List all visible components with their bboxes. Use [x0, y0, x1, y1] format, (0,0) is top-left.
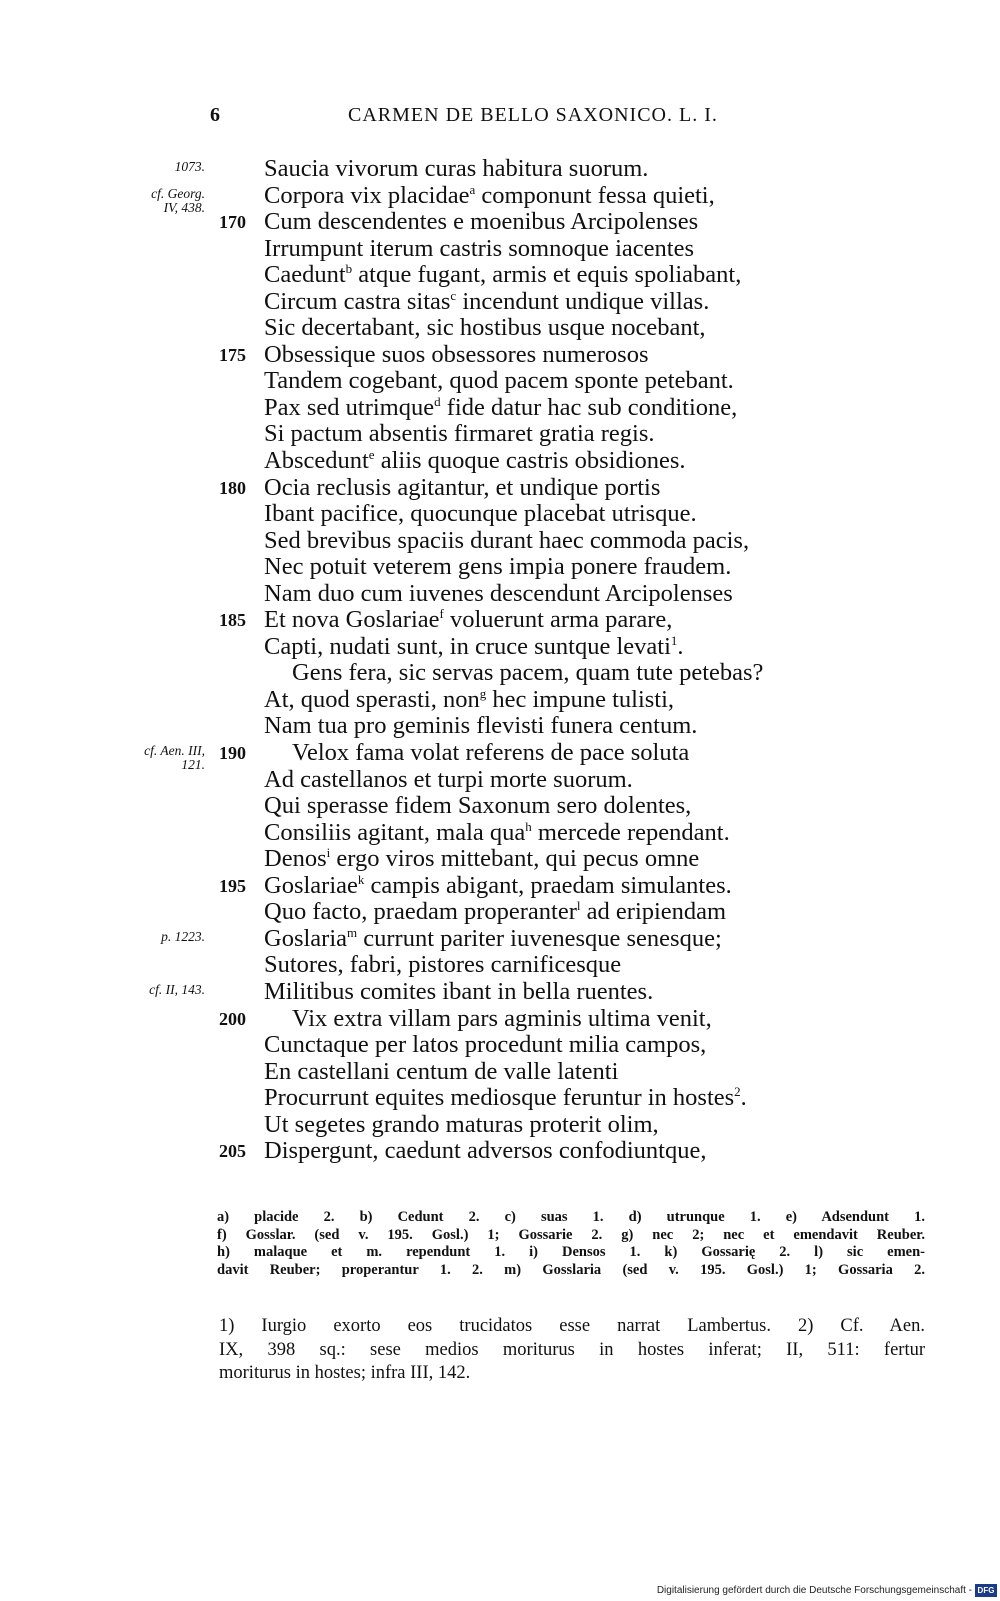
verse-text: Cum descendentes e moenibus Arcipolenses	[264, 208, 699, 236]
verse-number: 175	[219, 344, 246, 365]
verse-line	[0, 1059, 1000, 1086]
verse-number: 205	[219, 1141, 246, 1162]
footnote-marker: a	[469, 181, 476, 197]
verse-text: Ibant pacifice, quocunque placebat utrisque.	[264, 500, 697, 528]
verse-text: Caedunt$^b$ atque fugant, armis et equis spoliabant,	[264, 261, 742, 289]
digitization-credit: Digitalisierung gefördert durch die Deutsche Forschungsgemeinschaft -	[656, 1585, 972, 1596]
verse-number: 190	[219, 743, 246, 764]
apparatus-line: h) malaque et m. rependunt 1. i) Densos 1. k) Gossarię 2. l) sic emen-	[217, 1244, 925, 1260]
verse-line	[0, 501, 1000, 528]
footnote-marker: 2	[734, 1084, 741, 1100]
verse-text: En castellani centum de valle latenti	[264, 1057, 619, 1085]
verse-line	[0, 368, 1000, 395]
verse-text: Gens fera, sic servas pacem, quam tute petebas?	[292, 659, 764, 687]
verse-line	[0, 209, 1000, 236]
verse-line	[0, 979, 1000, 1006]
critical-apparatus	[217, 1209, 925, 1279]
verse-text: Ut segetes grando maturas proterit olim,	[264, 1110, 659, 1138]
verse-line	[0, 739, 1000, 773]
verse-text: Vix extra villam pars agminis ultima venit,	[292, 1004, 712, 1032]
footnote-marker: l	[576, 898, 581, 914]
verse-text: Sed brevibus spaciis durant haec commoda pacis,	[264, 526, 750, 554]
verse-line	[0, 475, 1000, 502]
margin-reference: p. 1223.	[161, 928, 205, 944]
verse-line	[0, 1032, 1000, 1059]
page-number: 6	[210, 104, 220, 126]
verse-line	[0, 1138, 1000, 1165]
verse-line	[0, 342, 1000, 369]
verse-number: 200	[219, 1008, 246, 1029]
verse-number: 180	[219, 477, 246, 498]
verse-text: Goslaria$^m$ currunt pariter iuvenesque senesque;	[264, 924, 722, 952]
verse-text: Cunctaque per latos procedunt milia campos,	[264, 1031, 707, 1059]
verse-line	[0, 448, 1000, 475]
verse-text: Capti, nudati sunt, in cruce suntque levati$^1$.	[264, 632, 684, 660]
verse-line	[0, 528, 1000, 555]
verse-number: 185	[219, 610, 246, 631]
verse-line	[0, 767, 1000, 794]
footnote-marker: f	[439, 606, 444, 622]
verse-line	[0, 952, 1000, 979]
verse-text: Consiliis agitant, mala qua$^h$ mercede rependant.	[264, 818, 730, 846]
commentary-line: moriturus in hostes; infra III, 142.	[219, 1363, 471, 1383]
verse-line	[0, 581, 1000, 608]
apparatus-line: a) placide 2. b) Cedunt 2. c) suas 1. d) utrunque 1. e) Adsendunt 1.	[217, 1209, 925, 1225]
verse-line	[0, 820, 1000, 847]
verse-line	[0, 554, 1000, 581]
verse-text: Nam tua pro geminis flevisti funera centum.	[264, 712, 698, 740]
footnote-marker: 1	[670, 632, 678, 648]
dfg-logo: DFG	[975, 1584, 997, 1597]
margin-reference: cf. Aen. III, 121.	[144, 743, 205, 773]
verse-text: Goslariae$^k$ campis abigant, praedam simulantes.	[264, 871, 732, 899]
margin-reference: cf. Georg. IV, 438.	[151, 185, 205, 215]
verse-text: Irrumpunt iterum castris somnoque iacentes	[264, 234, 694, 262]
footnote-marker: c	[450, 287, 457, 303]
verse-text: Si pactum absentis firmaret gratia regis.	[264, 420, 655, 448]
verse-text: Sutores, fabri, pistores carnificesque	[264, 951, 622, 979]
verse-number: 170	[219, 212, 246, 233]
commentary-line: 1) Iurgio exorto eos trucidatos esse narrat Lambertus. 2) Cf. Aen.	[219, 1316, 925, 1336]
verse-line	[0, 315, 1000, 342]
verse-block	[0, 156, 1000, 1165]
verse-text: Tandem cogebant, quod pacem sponte petebant.	[264, 367, 734, 395]
verse-text: Abscedunt$^e$ aliis quoque castris obsidiones.	[264, 447, 686, 475]
apparatus-line: davit Reuber; properantur 1. 2. m) Gosslaria (sed v. 195. Gosl.) 1; Gossaria 2.	[217, 1261, 925, 1278]
footnote-marker: g	[479, 685, 487, 701]
verse-text: Militibus comites ibant in bella ruentes.	[264, 977, 654, 1005]
margin-reference: cf. II, 143.	[149, 981, 205, 997]
verse-line	[0, 289, 1000, 316]
verse-text: Ad castellanos et turpi morte suorum.	[264, 765, 633, 793]
verse-text: Obsessique suos obsessores numerosos	[264, 340, 649, 368]
footnote-marker: e	[368, 447, 375, 463]
verse-line	[0, 156, 1000, 183]
verse-text: Denos$^i$ ergo viros mittebant, qui pecus omne	[264, 845, 700, 873]
margin-reference: 1073.	[174, 159, 205, 174]
verse-text: Qui sperasse fidem Saxonum sero dolentes,	[264, 792, 692, 820]
verse-text: Sic decertabant, sic hostibus usque nocebant,	[264, 314, 706, 342]
footnote-marker: d	[434, 393, 441, 409]
footnote-marker: i	[326, 845, 331, 861]
verse-text: Velox fama volat referens de pace soluta	[292, 739, 690, 767]
verse-line	[0, 181, 1000, 215]
verse-line	[0, 1006, 1000, 1033]
running-title: CARMEN DE BELLO SAXONICO. L. I.	[348, 104, 718, 126]
verse-text: At, quod sperasti, non$^g$ hec impune tulisti,	[264, 685, 675, 713]
verse-line	[0, 236, 1000, 263]
verse-text: Circum castra sitas$^c$ incendunt undique villas.	[264, 287, 710, 315]
verse-text: Ocia reclusis agitantur, et undique portis	[264, 473, 661, 501]
verse-line	[0, 607, 1000, 634]
verse-line	[0, 421, 1000, 448]
verse-line	[0, 634, 1000, 661]
verse-text: Nam duo cum iuvenes descendunt Arcipolenses	[264, 579, 733, 607]
footnote-marker: h	[525, 818, 532, 834]
footnote-marker: b	[345, 261, 353, 277]
verse-text: Quo facto, praedam properanter$^l$ ad eripiendam	[264, 898, 727, 926]
verse-text: Procurrunt equites mediosque feruntur in hostes$^2$.	[264, 1084, 747, 1112]
verse-line	[0, 899, 1000, 926]
verse-text: Nec potuit veterem gens impia ponere fraudem.	[264, 553, 732, 581]
footnote-marker: m	[347, 924, 358, 940]
verse-line	[0, 395, 1000, 422]
footnote-marker: k	[357, 871, 365, 887]
commentary-notes	[219, 1315, 925, 1386]
page-header	[0, 104, 1000, 134]
verse-line	[0, 1085, 1000, 1112]
commentary-line: IX, 398 sq.: sese medios moriturus in hostes inferat; II, 511: fertur	[219, 1339, 925, 1360]
verse-line	[0, 687, 1000, 714]
verse-line	[0, 846, 1000, 873]
verse-line	[0, 713, 1000, 740]
verse-line	[0, 873, 1000, 900]
verse-text: Dispergunt, caedunt adversos confodiuntque,	[264, 1137, 707, 1165]
verse-line	[0, 793, 1000, 820]
verse-line	[0, 926, 1000, 953]
verse-line	[0, 660, 1000, 687]
verse-text: Corpora vix placidae$^a$ componunt fessa quieti,	[264, 181, 715, 209]
verse-text: Et nova Goslariae$^f$ voluerunt arma parare,	[264, 606, 673, 634]
verse-text: Pax sed utrimque$^d$ fide datur hac sub conditione,	[264, 393, 738, 421]
apparatus-line: f) Gosslar. (sed v. 195. Gosl.) 1; Gossarie 2. g) nec 2; nec et emendavit Reuber.	[217, 1226, 925, 1243]
verse-line	[0, 262, 1000, 289]
verse-line	[0, 1112, 1000, 1139]
verse-text: Saucia vivorum curas habitura suorum.	[264, 155, 649, 182]
verse-number: 195	[219, 875, 246, 896]
